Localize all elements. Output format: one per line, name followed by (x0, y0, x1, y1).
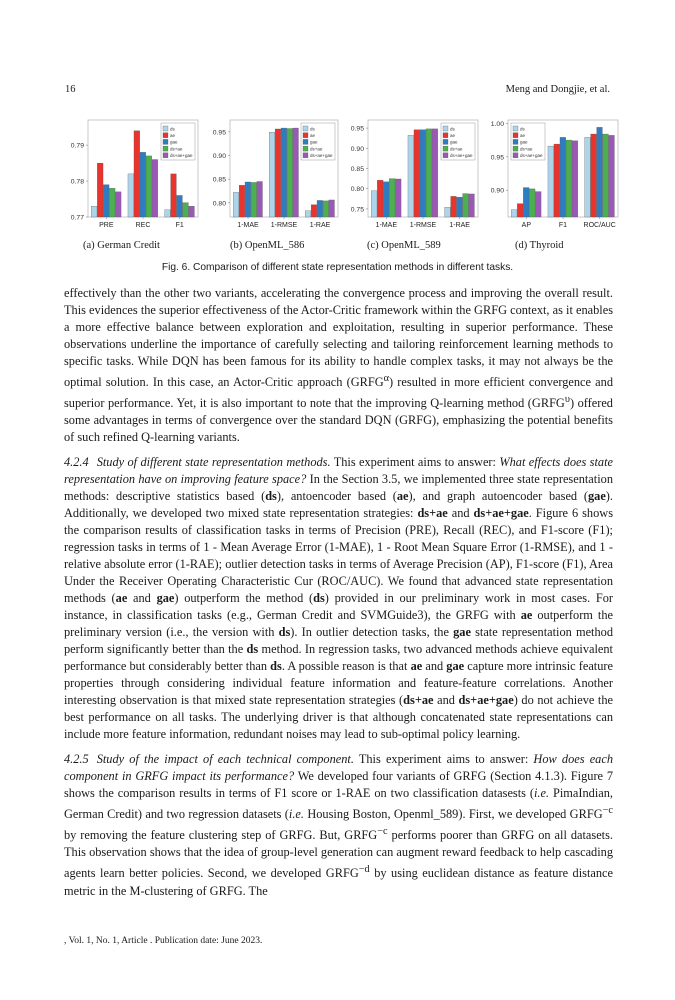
page-header (65, 84, 610, 98)
bar-ae-1mae (239, 185, 245, 217)
bar-gae-1rae (457, 197, 463, 217)
bar-ds-1rmse (269, 132, 275, 217)
svg-text:gae: gae (310, 139, 318, 145)
bar-ae-rec (134, 131, 140, 217)
chart-thyroid (480, 118, 620, 233)
bar-ae-1rae (451, 196, 457, 217)
bar-ds-ae-1rmse (426, 129, 432, 217)
page-footer: , Vol. 1, No. 1, Article . Publication date: June 2023. (64, 936, 263, 946)
chart-legend (161, 123, 195, 160)
svg-text:1-RAE: 1-RAE (309, 222, 331, 229)
bar-ae-ap (517, 204, 523, 217)
paragraph-rl-comparison: effectively than the other two variants, accelerating the convergence process and improving the overall result. This evidences the superior effectiveness of the Actor-Critic framework within the GRFG context, as it enables a more effective balance between exploration and exploitation, resulting in superior performance. These observations underline the importance of carefully selecting and tailoring reinforcement learning methods to specific tasks. While DQN has been famous for its ability to handle complex tasks, it may not always be the optimal solution. In this case, an Actor-Critic approach $(GRFG^\alpha)$ resulted in more efficient convergence and superior performance. Yet, it is also important to note that the improving Q-learning method $(GRFG^\upsilon)$ offered some advantages in terms of convergence over the standard DQN (GRFG), emphasizing the potential benefits of such refined Q-learning variants. (64, 286, 614, 445)
chart-legend (301, 123, 335, 160)
svg-text:AP: AP (521, 222, 532, 229)
bar-ds-ae-gae-ap (535, 192, 541, 217)
bar-gae-ap (523, 188, 529, 217)
bar-ds-ae-pre (109, 188, 115, 217)
bar-ds-1mae (233, 192, 239, 217)
svg-text:ds+ae: ds+ae (450, 146, 463, 152)
svg-text:1-RAE: 1-RAE (449, 222, 470, 229)
bar-ds-ae-gae-1rae (329, 200, 335, 217)
svg-text:ROC/AUC: ROC/AUC (583, 222, 616, 229)
svg-text:ds: ds (170, 126, 175, 132)
figure-6 (60, 118, 620, 233)
chart-openml-589 (340, 118, 480, 233)
bar-gae-1mae (383, 182, 389, 217)
bar-gae-pre (103, 185, 109, 217)
bar-ds-ae-gae-1mae (395, 179, 401, 217)
bar-gae-1rmse (420, 130, 426, 217)
svg-text:gae: gae (520, 139, 528, 145)
svg-text:ds+ae+gae: ds+ae+gae (450, 153, 473, 159)
svg-text:ae: ae (520, 133, 526, 138)
svg-text:REC: REC (135, 222, 151, 229)
section-title: Study of different state representation methods. (96, 455, 331, 470)
bar-ds-ae-gae-1rmse (432, 129, 438, 217)
subcaption-b: (b) OpenML_586 (230, 240, 305, 251)
bar-gae-1rmse (281, 128, 287, 217)
svg-text:ae: ae (170, 133, 176, 138)
bar-ae-1rae (311, 205, 317, 217)
bar-gae-1mae (245, 182, 251, 217)
svg-text:1.00: 1.00 (490, 120, 504, 128)
bar-ds-ae-1mae (389, 179, 395, 217)
figure-caption: Fig. 6. Comparison of different state representation methods in different tasks. (161, 262, 514, 273)
svg-text:gae: gae (170, 139, 178, 145)
bar-ae-rocauc (591, 134, 597, 217)
svg-text:ds+ae: ds+ae (170, 146, 183, 152)
bar-ae-1rmse (414, 130, 420, 217)
svg-text:0.90: 0.90 (350, 145, 364, 153)
bar-ds-ae-gae-rocauc (609, 135, 615, 217)
bar-ds-f1 (165, 210, 171, 217)
subcaptions (60, 240, 620, 254)
bar-ae-1rmse (275, 129, 281, 217)
section-title: Study of the impact of each technical component. (96, 752, 354, 767)
bar-ae-1mae (377, 180, 383, 217)
svg-text:gae: gae (450, 139, 458, 145)
page-number: 16 (65, 84, 76, 95)
bar-ds-rocauc (585, 137, 591, 217)
bar-ds-ae-f1 (183, 203, 189, 217)
bar-ds-ae-gae-1mae (257, 182, 263, 217)
svg-text:ds: ds (310, 126, 315, 132)
svg-text:1-RMSE: 1-RMSE (409, 222, 437, 229)
bar-gae-f1 (560, 137, 566, 217)
svg-text:0.85: 0.85 (350, 166, 364, 173)
bar-ds-ae-1rae (463, 194, 469, 217)
svg-text:F1: F1 (558, 222, 568, 229)
subcaption-c: (c) OpenML_589 (367, 240, 441, 251)
svg-text:0.90: 0.90 (212, 152, 226, 160)
svg-text:PRE: PRE (99, 222, 114, 229)
subcaption-a: (a) German Credit (83, 240, 160, 251)
bar-ds-f1 (548, 146, 554, 217)
svg-text:ds: ds (450, 126, 455, 132)
svg-text:1-RMSE: 1-RMSE (270, 222, 298, 229)
bar-ds-pre (91, 206, 97, 217)
svg-text:ae: ae (310, 133, 316, 138)
section-4-2-5: 4.2.5 Study of the impact of each technical component. This experiment aims to answer: How does each component in GRFG impact its performance? We developed four variants of GRFG (Section 4.1.3). Figure 7 shows the comparison results in terms of F1 score or 1-RAE on two classification datasests (i.e. PimaIndian, German Credit) and two regression datasets (i.e. Housing Boston, Openml_589). First, we developed $GRFG^{-c}$ by removing the feature clustering step of GRFG. But, $GRFG^{-c}$ performs poorer than GRFG on all datasets. This observation shows that the idea of group-level generation can augment reward feedback to help cascading agents learn better policies. Second, we developed $GRFG^{-d}$ by using euclidean distance as feature distance metric in the M-clustering of GRFG. The (64, 752, 613, 898)
chart-legend (511, 123, 545, 160)
bar-gae-rec (140, 152, 146, 217)
svg-text:0.78: 0.78 (70, 178, 84, 186)
svg-text:1-MAE: 1-MAE (237, 222, 259, 229)
bar-ds-rec (128, 174, 134, 217)
svg-text:0.95: 0.95 (212, 129, 226, 137)
svg-text:0.80: 0.80 (350, 186, 364, 194)
bar-ds-ae-ap (529, 189, 535, 217)
section-number: 4.2.4 (64, 455, 89, 470)
bar-gae-f1 (177, 195, 183, 217)
bar-ds-ae-gae-f1 (189, 206, 195, 217)
svg-text:0.95: 0.95 (490, 154, 504, 162)
bar-ae-pre (97, 163, 103, 217)
svg-text:0.79: 0.79 (70, 142, 84, 150)
bar-ds-ae-gae-pre (115, 192, 121, 217)
svg-text:1-MAE: 1-MAE (375, 222, 398, 229)
svg-text:0.77: 0.77 (70, 214, 84, 222)
svg-text:ds+ae: ds+ae (520, 146, 533, 152)
svg-text:ds+ae+gae: ds+ae+gae (520, 153, 543, 159)
svg-text:ae: ae (450, 133, 456, 138)
bar-ds-ae-gae-1rae (469, 194, 475, 217)
bar-ds-ae-1rae (323, 201, 329, 217)
body-text (64, 285, 613, 900)
svg-text:0.90: 0.90 (490, 187, 504, 195)
bar-ds-ae-1mae (251, 182, 257, 217)
svg-text:0.85: 0.85 (212, 176, 226, 184)
bar-ds-ae-f1 (566, 140, 572, 217)
svg-text:0.80: 0.80 (212, 200, 226, 208)
section-number: 4.2.5 (64, 752, 89, 767)
svg-text:ds: ds (520, 126, 525, 132)
svg-text:F1: F1 (175, 222, 184, 229)
svg-text:ds+ae+gae: ds+ae+gae (170, 153, 193, 159)
running-authors: Meng and Dongjie, et al. (505, 84, 610, 95)
bar-ds-ae-1rmse (287, 129, 293, 217)
bar-ae-f1 (554, 144, 560, 217)
bar-ae-f1 (171, 174, 177, 217)
bar-ds-ae-gae-f1 (572, 141, 578, 217)
bar-ds-ae-gae-rec (152, 160, 158, 217)
bar-ds-ae-gae-1rmse (293, 128, 299, 217)
svg-text:0.95: 0.95 (350, 125, 364, 133)
bar-gae-1rae (317, 200, 323, 217)
chart-german-credit (60, 118, 200, 233)
svg-text:ds+ae: ds+ae (310, 146, 323, 152)
bar-ds-ae-rec (146, 156, 152, 217)
chart-openml-586 (202, 118, 340, 233)
bar-ds-1rae (305, 211, 311, 217)
bar-ds-1rae (445, 207, 451, 217)
bar-gae-rocauc (597, 127, 603, 217)
subcaption-d: (d) Thyroid (515, 240, 564, 251)
chart-legend (441, 123, 475, 160)
bar-ds-ae-rocauc (603, 134, 609, 217)
bar-ds-ap (511, 210, 517, 217)
svg-text:ds+ae+gae: ds+ae+gae (310, 153, 333, 159)
bar-ds-1mae (371, 191, 377, 217)
svg-text:0.75: 0.75 (350, 206, 364, 214)
section-4-2-4: 4.2.4 Study of different state representation methods. This experiment aims to answer: What effects does state representation have on improving feature space? In the Section 3.5, we implemented three state representation methods: descriptive statistics based (ds), antoencoder based (ae), and graph autoencoder based (gae). Additionally, we developed two mixed state representation strategies: ds+ae and ds+ae+gae. Figure 6 shows the comparison results of classification tasks in terms of Precision (PRE), Recall (REC), and F1-score (F1); regression tasks in terms of 1 - Mean Average Error (1-MAE), 1 - Root Mean Square Error (1-RMSE), and 1 - relative absolute error (1-RAE); outlier detection tasks in terms of Average Precision (AP), F1-score (F1), Area Under the Receiver Operating Characteristic Cur (ROC/AUC). We found that advanced state representation methods (ae and gae) outperform the method (ds) provided in our preliminary work in most cases. For instance, in classification tasks (e.g., German Credit and SVMGuide3), the GRFG with ae outperform the preliminary version (i.e., the version with ds). In outlier detection tasks, the gae state representation method perform significantly better than the ds method. In regression tasks, two advanced methods achieve equivalent performance but considerably better than ds. A possible reason is that ae and gae capture more intrinsic feature properties through considering individual feature information and feature-feature correlations. Another interesting observation is that mixed state representation strategies (ds+ae and ds+ae+gae) do not achieve the best performance on all tasks. The underlying driver is that although concatenated state representations can include more feature information, redundant noises may lead to sub-optimal policy learning. (64, 455, 614, 742)
bar-ds-1rmse (408, 135, 414, 217)
